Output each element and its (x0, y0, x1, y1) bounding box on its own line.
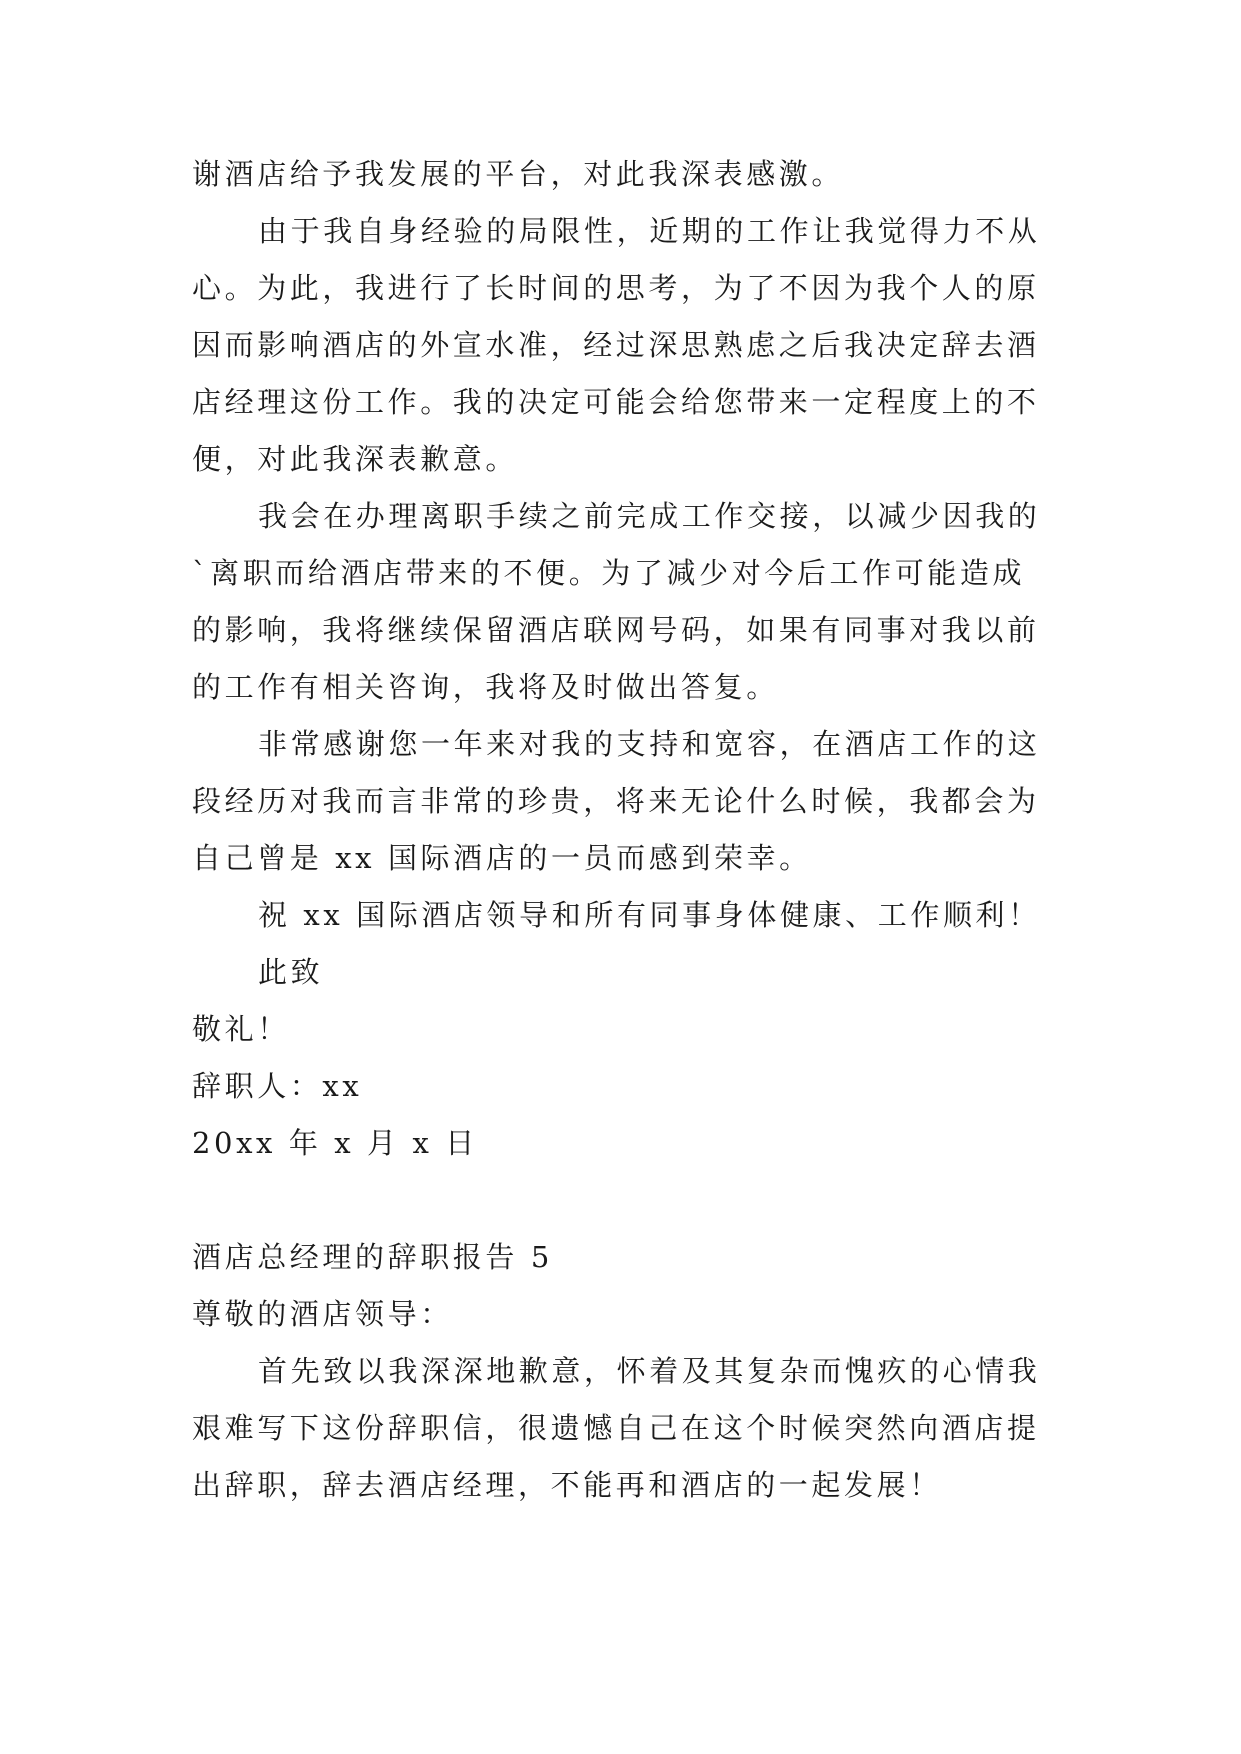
paragraph-line: 段经历对我而言非常的珍贵，将来无论什么时候，我都会为 (192, 784, 1040, 818)
paragraph-line: 谢酒店给予我发展的平台，对此我深表感激。 (192, 157, 845, 191)
paragraph-line: 首先致以我深深地歉意，怀着及其复杂而愧疚的心情我 (258, 1354, 1041, 1388)
paragraph-line: 因而影响酒店的外宣水准，经过深思熟虑之后我决定辞去酒 (192, 328, 1040, 362)
salutation-line: 敬礼！ (192, 1012, 290, 1046)
paragraph-line: 艰难写下这份辞职信，很遗憾自己在这个时候突然向酒店提 (192, 1411, 1040, 1445)
paragraph-line: 自己曾是 xx 国际酒店的一员而感到荣幸。 (192, 841, 812, 875)
date-line: 20xx 年 x 月 x 日 (192, 1126, 478, 1160)
paragraph-line: 便，对此我深表歉意。 (192, 442, 519, 476)
greeting-line: 尊敬的酒店领导： (192, 1297, 453, 1331)
paragraph-line: 由于我自身经验的局限性，近期的工作让我觉得力不从 (258, 214, 1041, 248)
paragraph-line: 出辞职，辞去酒店经理，不能再和酒店的一起发展！ (192, 1468, 942, 1502)
paragraph-line: 店经理这份工作。我的决定可能会给您带来一定程度上的不 (192, 385, 1040, 419)
paragraph-line: `离职而给酒店带来的不便。为了减少对今后工作可能造成 (192, 556, 1026, 590)
closing-line: 此致 (258, 955, 324, 989)
paragraph-line: 非常感谢您一年来对我的支持和宽容，在酒店工作的这 (258, 727, 1041, 761)
paragraph-line: 的工作有相关咨询，我将及时做出答复。 (192, 670, 779, 704)
signature-line: 辞职人：xx (192, 1069, 363, 1103)
paragraph-line: 的影响，我将继续保留酒店联网号码，如果有同事对我以前 (192, 613, 1040, 647)
paragraph-line: 祝 xx 国际酒店领导和所有同事身体健康、工作顺利！ (258, 898, 1041, 932)
section-title: 酒店总经理的辞职报告 5 (192, 1240, 553, 1274)
paragraph-line: 我会在办理离职手续之前完成工作交接，以减少因我的 (258, 499, 1041, 533)
paragraph-line: 心。为此，我进行了长时间的思考，为了不因为我个人的原 (192, 271, 1040, 305)
